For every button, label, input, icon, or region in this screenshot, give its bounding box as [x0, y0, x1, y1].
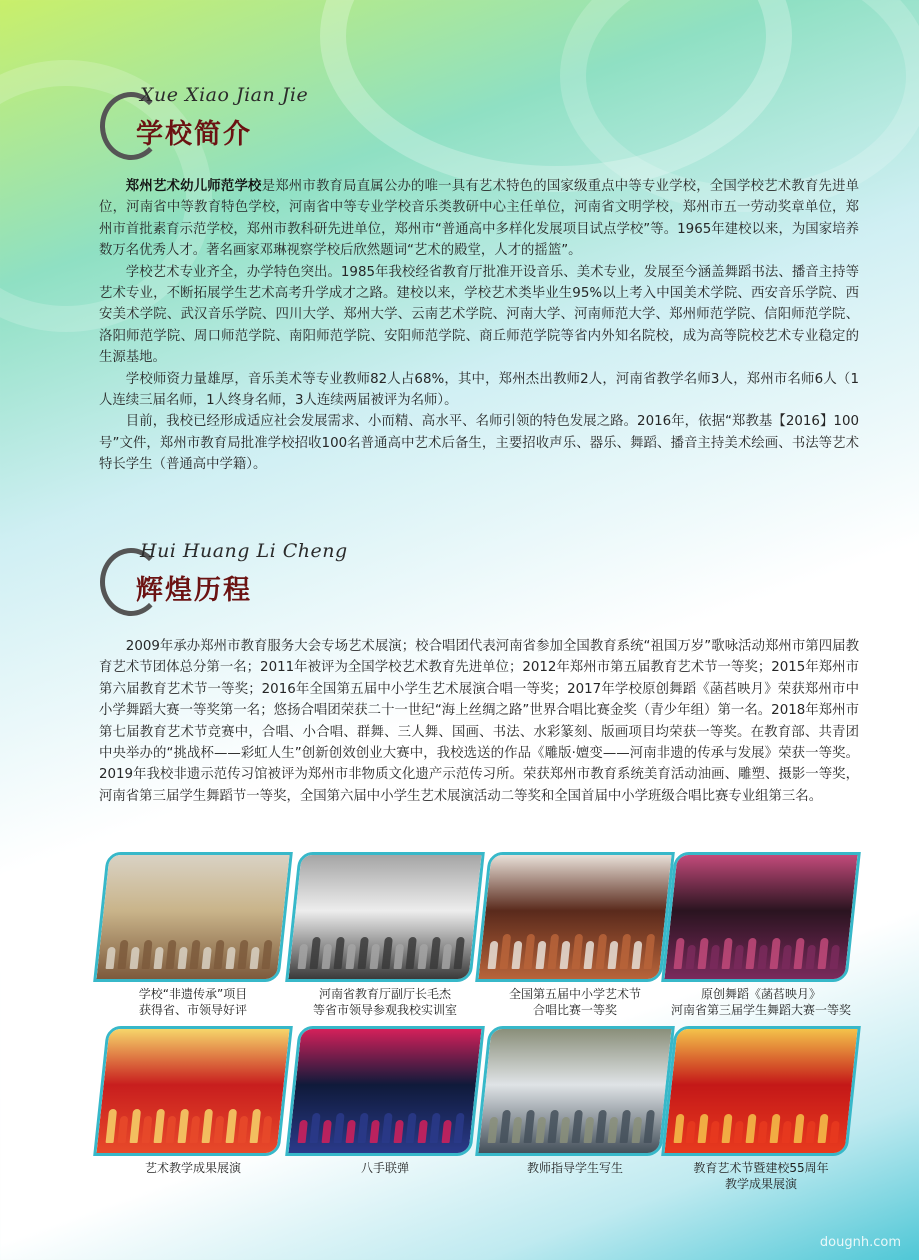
photo-figure-shape [770, 938, 781, 969]
photo-figure-shape [584, 941, 595, 969]
photo-figure-shape [524, 934, 536, 969]
photo-figure-shape [674, 1114, 685, 1143]
photo-figure-shape [310, 1113, 321, 1143]
photo-figure-shape [382, 937, 393, 969]
photo-figure-shape [106, 947, 116, 969]
site-watermark: dougnh.com [819, 1235, 901, 1250]
photo-figure-shape [382, 1113, 393, 1143]
photo-figure-shape [442, 1120, 452, 1143]
photo-figure-shape [370, 1120, 380, 1143]
photo-figure-shape [322, 1120, 332, 1143]
caption-line-1: 教育艺术节暨建校55周年 [693, 1161, 829, 1175]
photo-figure-shape [214, 940, 225, 969]
caption-line-1: 学校“非遗传承”项目 [138, 987, 248, 1001]
caption-line-2: 河南省第三届学生舞蹈大赛一等奖 [670, 1003, 851, 1017]
photo-figure-shape [818, 1114, 829, 1143]
photo-figure-shape [584, 1117, 595, 1143]
photo-figure-shape [806, 1121, 816, 1143]
photo-caption [482, 1160, 668, 1176]
photo-figure-shape [262, 1116, 273, 1143]
photo-figure-shape [794, 938, 805, 969]
photo-grid [98, 848, 860, 1198]
photo-figure-shape [250, 1109, 262, 1143]
photo-item [668, 852, 854, 1018]
photo-frame [475, 1026, 675, 1156]
photo-figure-shape [262, 940, 273, 969]
photo-figure-shape [512, 1117, 523, 1143]
photo-figure-shape [130, 1109, 142, 1143]
photo-image [664, 855, 857, 979]
photo-figure-shape [548, 1110, 559, 1143]
photo-figure-shape [190, 940, 201, 969]
photo-figure-shape [596, 1110, 607, 1143]
photo-figure-shape [334, 937, 345, 969]
photo-figure-shape [370, 944, 381, 969]
caption-line-1: 艺术教学成果展演 [144, 1161, 241, 1175]
caption-line-2: 合唱比赛一等奖 [532, 1003, 617, 1017]
photo-figure-shape [734, 945, 745, 969]
photo-figure-shape [358, 1113, 369, 1143]
photo-figure-shape [250, 947, 260, 969]
photo-figure-shape [418, 944, 429, 969]
photo-figure-shape [644, 1110, 655, 1143]
history-body [99, 636, 859, 807]
photo-image [288, 1029, 481, 1153]
photo-figure-shape [430, 1113, 441, 1143]
photo-figure-shape [238, 940, 249, 969]
photo-item [668, 1026, 854, 1192]
photo-figure-shape [794, 1114, 805, 1143]
photo-figure-shape [500, 1110, 511, 1143]
photo-figure-shape [686, 945, 697, 969]
photo-figure-shape [226, 947, 236, 969]
photo-figure-shape [620, 934, 632, 969]
photo-figure-shape [722, 1114, 733, 1143]
intro-paragraph-3: 学校师资力量雄厚，音乐美术等专业教师82人占68%，其中，郑州杰出教师2人，河南省教学名师3人，郑州市名师6人（1人连续三届名师，1人终身名师，3人连续两届被评为名师）。 [99, 371, 859, 409]
caption-line-1: 全国第五届中小学艺术节 [508, 987, 641, 1001]
caption-line-1: 原创舞蹈《菡萏映月》 [700, 987, 821, 1001]
photo-figure-shape [406, 1113, 417, 1143]
caption-line-2: 教学成果展演 [724, 1177, 797, 1191]
photo-figure-shape [406, 937, 417, 969]
photo-figure-shape [226, 1109, 238, 1143]
photo-figure-shape [106, 1109, 118, 1143]
intro-body [99, 176, 859, 476]
photo-figure-shape [488, 1117, 499, 1143]
photo-frame [661, 1026, 861, 1156]
photo-figure-shape [830, 945, 841, 969]
photo-figure-shape [442, 944, 453, 969]
photo-caption [100, 1160, 286, 1176]
photo-figure-shape [572, 934, 584, 969]
photo-figure-shape [454, 937, 465, 969]
photo-figure-shape [746, 938, 757, 969]
intro-paragraph-1 [99, 176, 859, 262]
intro-title: 学校简介 [136, 119, 252, 150]
caption-line-2: 获得省、市领导好评 [138, 1003, 247, 1017]
photo-figure-shape [536, 941, 547, 969]
photo-figure-shape [298, 1120, 308, 1143]
caption-line-1: 河南省教育厅副厅长毛杰 [318, 987, 451, 1001]
photo-figure-shape [710, 1121, 720, 1143]
history-paragraph: 2009年承办郑州市教育服务大会专场艺术展演；校合唱团代表河南省参加全国教育系统“祖国万岁”歌咏活动郑州市第四届教育艺术节团体总分第一名；2011年被评为全国学校艺术教育先进单位；2012年郑州市第五届教育艺术节一等奖；2015年郑州市第六届教育艺术节一等奖；2016年全国第五届中小学生艺术展演合唱一等奖；2017年学校原创舞蹈《菡萏映月》荣获郑州市中小学舞蹈大赛一等奖第一名；悠扬合唱团荣获二十一世纪“海上丝绸之路”世界合唱比赛金奖（青少年组）第一名。2018年郑州市第七届教育艺术节竞赛中，合唱、小合唱、群舞、三人舞、国画、书法、水彩篆刻、版画项目均荣获一等奖。在教育部、共青团中央举办的“挑战杯——彩虹人生”创新创效创业大赛中，我校选送的作品《雕版·嬗变——河南非遗的传承与发展》荣获一等奖。2019年我校非遗示范传习馆被评为郑州市非物质文化遗产示范传习所。荣获郑州市教育系统美育活动油画、雕塑、摄影一等奖，河南省第三届学生舞蹈节一等奖，全国第六届中小学生艺术展演活动二等奖和全国首届中小学班级合唱比赛专业组第三名。 [99, 639, 859, 804]
photo-figure-shape [758, 1121, 768, 1143]
photo-figure-shape [178, 947, 188, 969]
photo-figure-shape [214, 1116, 225, 1143]
photo-figure-shape [686, 1121, 696, 1143]
photo-caption [292, 986, 478, 1018]
photo-image [664, 1029, 857, 1153]
photo-frame [285, 1026, 485, 1156]
photo-figure-shape [644, 934, 656, 969]
photo-frame [285, 852, 485, 982]
photo-figure-shape [394, 1120, 404, 1143]
photo-figure-shape [142, 940, 153, 969]
school-name: 郑州艺术幼儿师范学校 [125, 179, 262, 194]
photo-figure-shape [202, 947, 212, 969]
intro-pinyin: Xue Xiao Jian Jie [140, 84, 309, 106]
photo-figure-shape [830, 1121, 840, 1143]
photo-caption [292, 1160, 478, 1176]
photo-item [292, 1026, 478, 1176]
photo-figure-shape [154, 1109, 166, 1143]
photo-figure-shape [608, 941, 619, 969]
photo-figure-shape [358, 937, 369, 969]
intro-section-header [100, 84, 500, 164]
photo-figure-shape [346, 1120, 356, 1143]
photo-figure-shape [190, 1116, 201, 1143]
photo-figure-shape [818, 938, 829, 969]
photo-figure-shape [430, 937, 441, 969]
photo-figure-shape [310, 937, 321, 969]
caption-line-1: 八手联弹 [360, 1161, 409, 1175]
photo-figure-shape [620, 1110, 631, 1143]
photo-figure-shape [596, 934, 608, 969]
photo-figure-shape [758, 945, 769, 969]
photo-figure-shape [166, 1116, 177, 1143]
photo-figure-shape [770, 1114, 781, 1143]
photo-figure-shape [536, 1117, 547, 1143]
photo-figure-shape [548, 934, 560, 969]
photo-item [482, 1026, 668, 1176]
photo-frame [93, 1026, 293, 1156]
photo-figure-shape [512, 941, 523, 969]
photo-image [478, 855, 671, 979]
photo-frame [475, 852, 675, 982]
photo-item [100, 852, 286, 1018]
photo-figure-shape [722, 938, 733, 969]
photo-figure-shape [334, 1113, 345, 1143]
photo-figure-shape [394, 944, 405, 969]
photo-frame [661, 852, 861, 982]
photo-image [96, 1029, 289, 1153]
photo-figure-shape [202, 1109, 214, 1143]
photo-caption [668, 986, 854, 1018]
photo-figure-shape [806, 945, 817, 969]
history-pinyin: Hui Huang Li Cheng [140, 540, 348, 562]
photo-item [482, 852, 668, 1018]
photo-figure-shape [572, 1110, 583, 1143]
photo-figure-shape [454, 1113, 465, 1143]
photo-figure-shape [118, 1116, 129, 1143]
photo-frame [93, 852, 293, 982]
photo-figure-shape [560, 941, 571, 969]
photo-figure-shape [178, 1109, 190, 1143]
photo-figure-shape [746, 1114, 757, 1143]
photo-image [288, 855, 481, 979]
photo-figure-shape [632, 941, 643, 969]
photo-figure-shape [734, 1121, 744, 1143]
photo-figure-shape [298, 944, 309, 969]
photo-figure-shape [154, 947, 164, 969]
photo-caption [668, 1160, 854, 1192]
photo-figure-shape [782, 945, 793, 969]
photo-figure-shape [346, 944, 357, 969]
photo-item [292, 852, 478, 1018]
intro-paragraph-1-text: 是郑州市教育局直属公办的唯一具有艺术特色的国家级重点中等专业学校，全国学校艺术教育先进单位，河南省中等教育特色学校，河南省中等专业学校音乐类教研中心主任单位，河南省文明学校，郑州市五一劳动奖章单位，郑州市首批素育示范学校，郑州市教科研先进单位，郑州市“普通高中多样化发展项目试点学校”等。1965年建校以来，为国家培养数万名优秀人才。著名画家邓琳视察学校后欣然题词“艺术的殿堂，人才的摇篮”。 [99, 179, 860, 259]
photo-item [100, 1026, 286, 1176]
photo-figure-shape [130, 947, 140, 969]
photo-figure-shape [608, 1117, 619, 1143]
photo-image [96, 855, 289, 979]
photo-figure-shape [238, 1116, 249, 1143]
photo-figure-shape [698, 938, 709, 969]
caption-line-2: 等省市领导参观我校实训室 [312, 1003, 457, 1017]
photo-figure-shape [698, 1114, 709, 1143]
photo-figure-shape [782, 1121, 792, 1143]
photo-caption [100, 986, 286, 1018]
history-title: 辉煌历程 [136, 575, 252, 606]
photo-figure-shape [488, 941, 499, 969]
photo-figure-shape [560, 1117, 571, 1143]
caption-line-1: 教师指导学生写生 [526, 1161, 623, 1175]
photo-figure-shape [524, 1110, 535, 1143]
photo-figure-shape [418, 1120, 428, 1143]
photo-figure-shape [674, 938, 685, 969]
photo-figure-shape [632, 1117, 643, 1143]
photo-figure-shape [142, 1116, 153, 1143]
photo-figure-shape [322, 944, 333, 969]
history-section-header [100, 540, 500, 620]
intro-paragraph-4: 目前，我校已经形成适应社会发展需求、小而精、高水平、名师引领的特色发展之路。2016年，依据“郑教基【2016】100号”文件，郑州市教育局批准学校招收100名普通高中艺术后备生，主要招收声乐、器乐、舞蹈、播音主持美术绘画、书法等艺术特长学生（普通高中学籍）。 [99, 414, 859, 473]
photo-figure-shape [710, 945, 721, 969]
intro-paragraph-2: 学校艺术专业齐全，办学特色突出。1985年我校经省教育厅批准开设音乐、美术专业，发展至今涵盖舞蹈书法、播音主持等艺术专业，不断拓展学生艺术高考升学成才之路。建校以来，学校艺术类毕业生95%以上考入中国美术学院、西安音乐学院、西安美术学院、武汉音乐学院、四川大学、郑州大学、云南艺术学院、河南大学、河南师范大学、郑州师范学院、信阳师范学院、洛阳师范学院、周口师范学院、南阳师范学院、安阳师范学院、商丘师范学院等省内外知名院校，成为高等院校艺术专业稳定的生源基地。 [99, 264, 859, 366]
photo-figure-shape [118, 940, 129, 969]
photo-figure-shape [500, 934, 512, 969]
photo-figure-shape [166, 940, 177, 969]
photo-caption [482, 986, 668, 1018]
photo-image [478, 1029, 671, 1153]
